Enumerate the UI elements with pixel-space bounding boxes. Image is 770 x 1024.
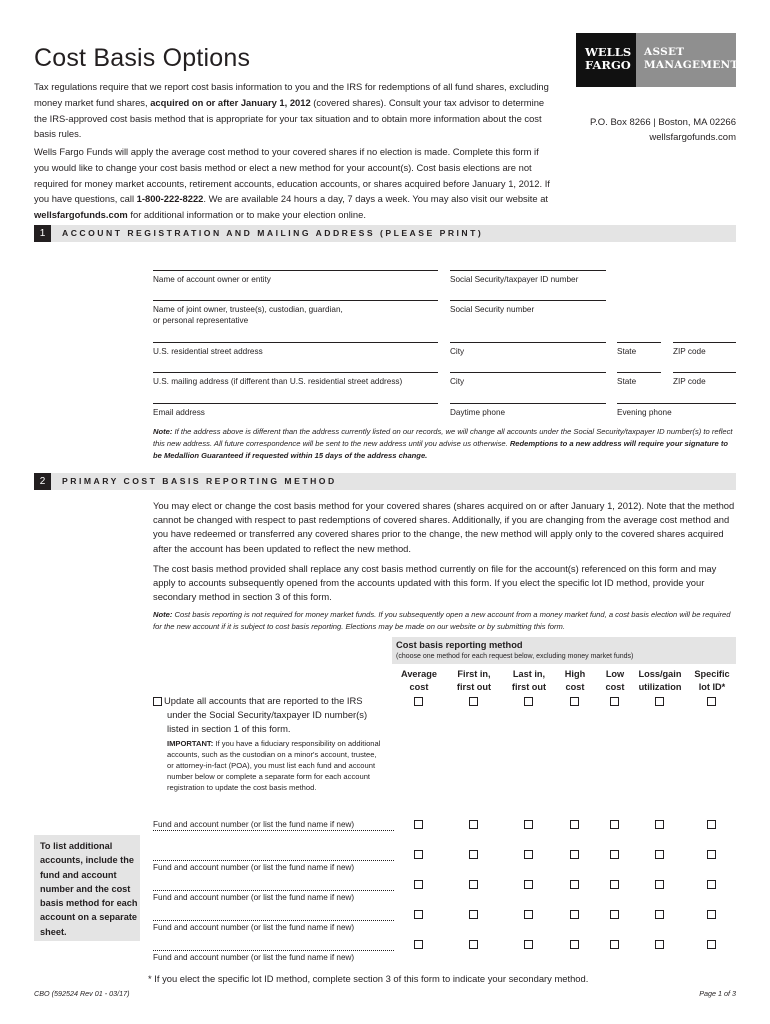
- note-label: Note:: [153, 427, 173, 436]
- intro-p2-text-end: for additional information or to make your election online.: [127, 209, 366, 221]
- column-header-line2: first out: [511, 682, 547, 692]
- important-label: IMPORTANT:: [167, 739, 214, 748]
- update-all-method-checkbox[interactable]: [570, 697, 579, 706]
- fund-method-checkbox[interactable]: [655, 940, 664, 949]
- mailing-address: [590, 115, 736, 145]
- zip2-label: ZIP code: [673, 377, 706, 386]
- column-header-line2: cost: [409, 682, 429, 692]
- update-all-line3: listed in section 1 of this form.: [167, 723, 291, 735]
- fund-method-checkbox[interactable]: [570, 820, 579, 829]
- section-2-paragraph-1: You may elect or change the cost basis method for your covered shares (shares acquired on or after January 1, 2012). Note that the method cannot be changed with respect to past redemptions of covered shares. Additionally, if you are changing from the average cost method and you have redeemed or transferred any covered shares prior to the change, the new method will apply only to the covered shares acquired after the account has been updated to reflect the new method.: [153, 500, 735, 554]
- logo-text-fargo: FARGO: [585, 58, 631, 72]
- additional-accounts-note: To list additional accounts, include the fund and account number and the cost basis method for each account on a separate sheet.: [34, 835, 140, 941]
- intro-paragraph-1: [34, 79, 554, 142]
- address-note: [153, 426, 736, 462]
- owner-name-label: Name of account owner or entity: [153, 275, 271, 284]
- method-column-header: [682, 668, 742, 694]
- update-all-method-checkbox[interactable]: [524, 697, 533, 706]
- fund-method-checkbox[interactable]: [469, 940, 478, 949]
- owner-name-field[interactable]: [153, 270, 438, 271]
- fund-method-checkbox[interactable]: [524, 820, 533, 829]
- fund-method-checkbox[interactable]: [570, 880, 579, 889]
- zip2-field[interactable]: [673, 372, 736, 373]
- fund-method-checkbox[interactable]: [469, 850, 478, 859]
- fund-method-checkbox[interactable]: [414, 850, 423, 859]
- important-text: If you have a fiduciary responsibility on additional accounts, such as the custodian on a minor's account, trustee, or attorney-in-fact (POA), you must list each fund and account number below or complete a separate form for each account registration to update the cost basis method.: [167, 739, 381, 792]
- update-all-method-checkbox[interactable]: [655, 697, 664, 706]
- eve-phone-label: Evening phone: [617, 408, 672, 417]
- column-header-line1: Last in,: [512, 669, 546, 679]
- res-street-label: U.S. residential street address: [153, 347, 263, 356]
- phone-number: 1-800-222-8222: [136, 193, 204, 205]
- intro-p2-text-mid: . We are available 24 hours a day, 7 days a week. You may also visit our website at: [203, 193, 549, 205]
- fund-method-checkbox[interactable]: [524, 880, 533, 889]
- fund-method-checkbox[interactable]: [610, 850, 619, 859]
- method-subtitle: (choose one method for each request below, excluding money market funds): [396, 653, 634, 660]
- fund-account-field[interactable]: [153, 860, 394, 861]
- column-header-line1: High: [564, 669, 586, 679]
- intro-p1-text: Tax regulations require that we report cost basis information to you and the IRS for redemptions of all fund shares, excluding money market fund shares,: [34, 81, 549, 108]
- fund-account-field[interactable]: [153, 950, 394, 951]
- fund-account-field[interactable]: [153, 890, 394, 891]
- fund-method-checkbox[interactable]: [570, 940, 579, 949]
- city2-label: City: [450, 377, 465, 386]
- column-header-line2: cost: [565, 682, 585, 692]
- city-field[interactable]: [450, 342, 606, 343]
- day-phone-label: Daytime phone: [450, 408, 506, 417]
- eve-phone-field[interactable]: [617, 403, 736, 404]
- ssn2-field[interactable]: [450, 300, 606, 301]
- po-box: P.O. Box 8266 | Boston, MA 02266: [590, 117, 736, 128]
- fund-method-checkbox[interactable]: [610, 940, 619, 949]
- fund-method-checkbox[interactable]: [469, 910, 478, 919]
- column-header-line1: First in,: [457, 669, 491, 679]
- email-field[interactable]: [153, 403, 438, 404]
- fund-method-checkbox[interactable]: [414, 820, 423, 829]
- column-header-line2: lot ID*: [698, 682, 726, 692]
- fund-method-checkbox[interactable]: [707, 940, 716, 949]
- joint-owner-field[interactable]: [153, 300, 438, 301]
- section-2-paragraph-2: The cost basis method provided shall replace any cost basis method currently on file for the account(s) referenced on this form and may apply to accounts subsequently opened from the accounts updated with this form. If you elect the specific lot ID method, provide your secondary method in section 3 of this form.: [153, 563, 717, 603]
- fund-method-checkbox[interactable]: [707, 910, 716, 919]
- update-all-label: [164, 694, 363, 708]
- fund-account-label: Fund and account number (or list the fund name if new): [153, 893, 355, 902]
- update-all-label-cont: [167, 708, 367, 736]
- fund-method-checkbox[interactable]: [524, 850, 533, 859]
- update-all-line2: under the Social Security/taxpayer ID number(s): [167, 709, 368, 720]
- fund-method-checkbox[interactable]: [570, 910, 579, 919]
- method-column-header: [389, 668, 449, 694]
- joint-owner-label: [153, 304, 343, 326]
- res-street-field[interactable]: [153, 342, 438, 343]
- column-header-line1: Average: [401, 669, 437, 679]
- logo-wells-fargo: [576, 33, 636, 87]
- fund-method-checkbox[interactable]: [524, 940, 533, 949]
- intro-paragraph-2: [34, 144, 554, 223]
- fund-method-checkbox[interactable]: [524, 910, 533, 919]
- fund-account-label: Fund and account number (or list the fund name if new): [153, 863, 355, 872]
- page-number: Page 1 of 3: [699, 989, 736, 998]
- update-all-method-checkbox[interactable]: [707, 697, 716, 706]
- method-header: [392, 637, 736, 664]
- website-bold: wellsfargofunds.com: [34, 209, 128, 221]
- fund-method-checkbox[interactable]: [469, 880, 478, 889]
- intro-p2-text: Wells Fargo Funds will apply the average cost method to your covered shares if no election is made. Complete this form if you would like to change your cost basis method or elect a new method for your account(s). Cost basis elections are not required for money market accounts, retirement accounts, education accounts, or shares acquired before January 1, 2012. If you have questions, call: [34, 146, 550, 205]
- fund-method-checkbox[interactable]: [707, 820, 716, 829]
- joint-owner-label-line1: Name of joint owner, trustee(s), custodian, guardian,: [153, 305, 343, 314]
- logo-text-wells: WELLS: [585, 45, 632, 59]
- fund-method-checkbox[interactable]: [655, 820, 664, 829]
- note-bold: Redemptions to a new address will require your signature to be Medallion Guaranteed if requested within 15 days of the address change.: [153, 439, 728, 460]
- fund-account-field[interactable]: [153, 830, 394, 831]
- update-all-line1: Update all accounts that are reported to the IRS: [164, 695, 363, 706]
- fund-method-checkbox[interactable]: [610, 880, 619, 889]
- fund-method-checkbox[interactable]: [707, 850, 716, 859]
- fund-account-label: Fund and account number (or list the fund name if new): [153, 953, 355, 962]
- section-1-number: 1: [34, 225, 51, 242]
- city2-field[interactable]: [450, 372, 606, 373]
- fund-method-checkbox[interactable]: [610, 820, 619, 829]
- fund-account-field[interactable]: [153, 920, 394, 921]
- mm-note-text: Cost basis reporting is not required for money market funds. If you subsequently open a new account from a money market fund, a cost basis election will be required for the new account if it is subject to cost basis reporting. Elections may be made on our website or by submitting this form.: [153, 610, 731, 631]
- state-label: State: [617, 347, 637, 356]
- important-note: [167, 738, 382, 793]
- joint-owner-label-line2: or personal representative: [153, 316, 249, 325]
- update-all-method-checkbox[interactable]: [469, 697, 478, 706]
- ssn-field[interactable]: [450, 270, 606, 271]
- fund-account-label: Fund and account number (or list the fund name if new): [153, 820, 355, 829]
- column-header-line2: first out: [456, 682, 492, 692]
- section-2-number: 2: [34, 473, 51, 490]
- method-column-header: [630, 668, 690, 694]
- mm-note-label: Note:: [153, 610, 173, 619]
- method-column-header: [444, 668, 504, 694]
- fund-method-checkbox[interactable]: [655, 850, 664, 859]
- section-1-header: [34, 225, 736, 242]
- column-header-line2: utilization: [638, 682, 682, 692]
- page-title: Cost Basis Options: [34, 44, 251, 72]
- fund-method-checkbox[interactable]: [610, 910, 619, 919]
- form-code: CBO (592524 Rev 01 - 03/17): [34, 989, 130, 998]
- fund-method-checkbox[interactable]: [707, 880, 716, 889]
- money-market-note: [153, 609, 736, 633]
- fund-method-checkbox[interactable]: [414, 940, 423, 949]
- update-all-method-checkbox[interactable]: [414, 697, 423, 706]
- city-label: City: [450, 347, 465, 356]
- logo-text-asset: ASSET: [644, 46, 685, 58]
- note-text: If the address above is different than the address currently listed on our records, we will change all accounts under the Social Security/taxpayer ID number(s) to reflect this new address. All future correspondence will be sent to the new address until you advise us otherwise.: [153, 427, 733, 448]
- column-header-line2: cost: [605, 682, 625, 692]
- zip-field[interactable]: [673, 342, 736, 343]
- ssn2-label: Social Security number: [450, 305, 535, 314]
- section-2-header: [34, 473, 736, 490]
- intro-p1-date: acquired on or after January 1, 2012: [150, 96, 311, 108]
- wells-fargo-logo: [576, 33, 739, 87]
- email-label: Email address: [153, 408, 205, 417]
- column-header-line1: Loss/gain: [638, 669, 682, 679]
- day-phone-field[interactable]: [450, 403, 606, 404]
- logo-text-management: MANAGEMENT: [644, 59, 739, 71]
- column-header-line1: Specific: [694, 669, 730, 679]
- mail-street-field[interactable]: [153, 372, 438, 373]
- specific-lot-footnote: * If you elect the specific lot ID method, complete section 3 of this form to indicate your secondary method.: [148, 973, 589, 984]
- state2-field[interactable]: [617, 372, 661, 373]
- fund-method-checkbox[interactable]: [570, 850, 579, 859]
- state-field[interactable]: [617, 342, 661, 343]
- fund-method-checkbox[interactable]: [414, 910, 423, 919]
- fund-method-checkbox[interactable]: [655, 880, 664, 889]
- intro-p1-text-end: (covered shares). Consult your tax advisor to determine the IRS-approved cost basis method that is appropriate for your tax situation and to obtain more information about the cost basis rules.: [34, 96, 545, 140]
- update-all-method-checkbox[interactable]: [610, 697, 619, 706]
- method-title: Cost basis reporting method: [396, 640, 523, 650]
- state2-label: State: [617, 377, 637, 386]
- fund-account-label: Fund and account number (or list the fund name if new): [153, 923, 355, 932]
- logo-asset-management: [636, 33, 739, 87]
- ssn-label: Social Security/taxpayer ID number: [450, 275, 579, 284]
- fund-method-checkbox[interactable]: [414, 880, 423, 889]
- section-1-title: ACCOUNT REGISTRATION AND MAILING ADDRESS (PLEASE PRINT): [62, 228, 484, 238]
- mail-street-label: U.S. mailing address (if different than U.S. residential street address): [153, 377, 403, 386]
- fund-method-checkbox[interactable]: [469, 820, 478, 829]
- zip-label: ZIP code: [673, 347, 706, 356]
- column-header-line1: Low: [605, 669, 625, 679]
- section-2-title: PRIMARY COST BASIS REPORTING METHOD: [62, 476, 337, 486]
- fund-method-checkbox[interactable]: [655, 910, 664, 919]
- website-link[interactable]: wellsfargofunds.com: [649, 132, 736, 143]
- update-all-checkbox[interactable]: [153, 697, 162, 706]
